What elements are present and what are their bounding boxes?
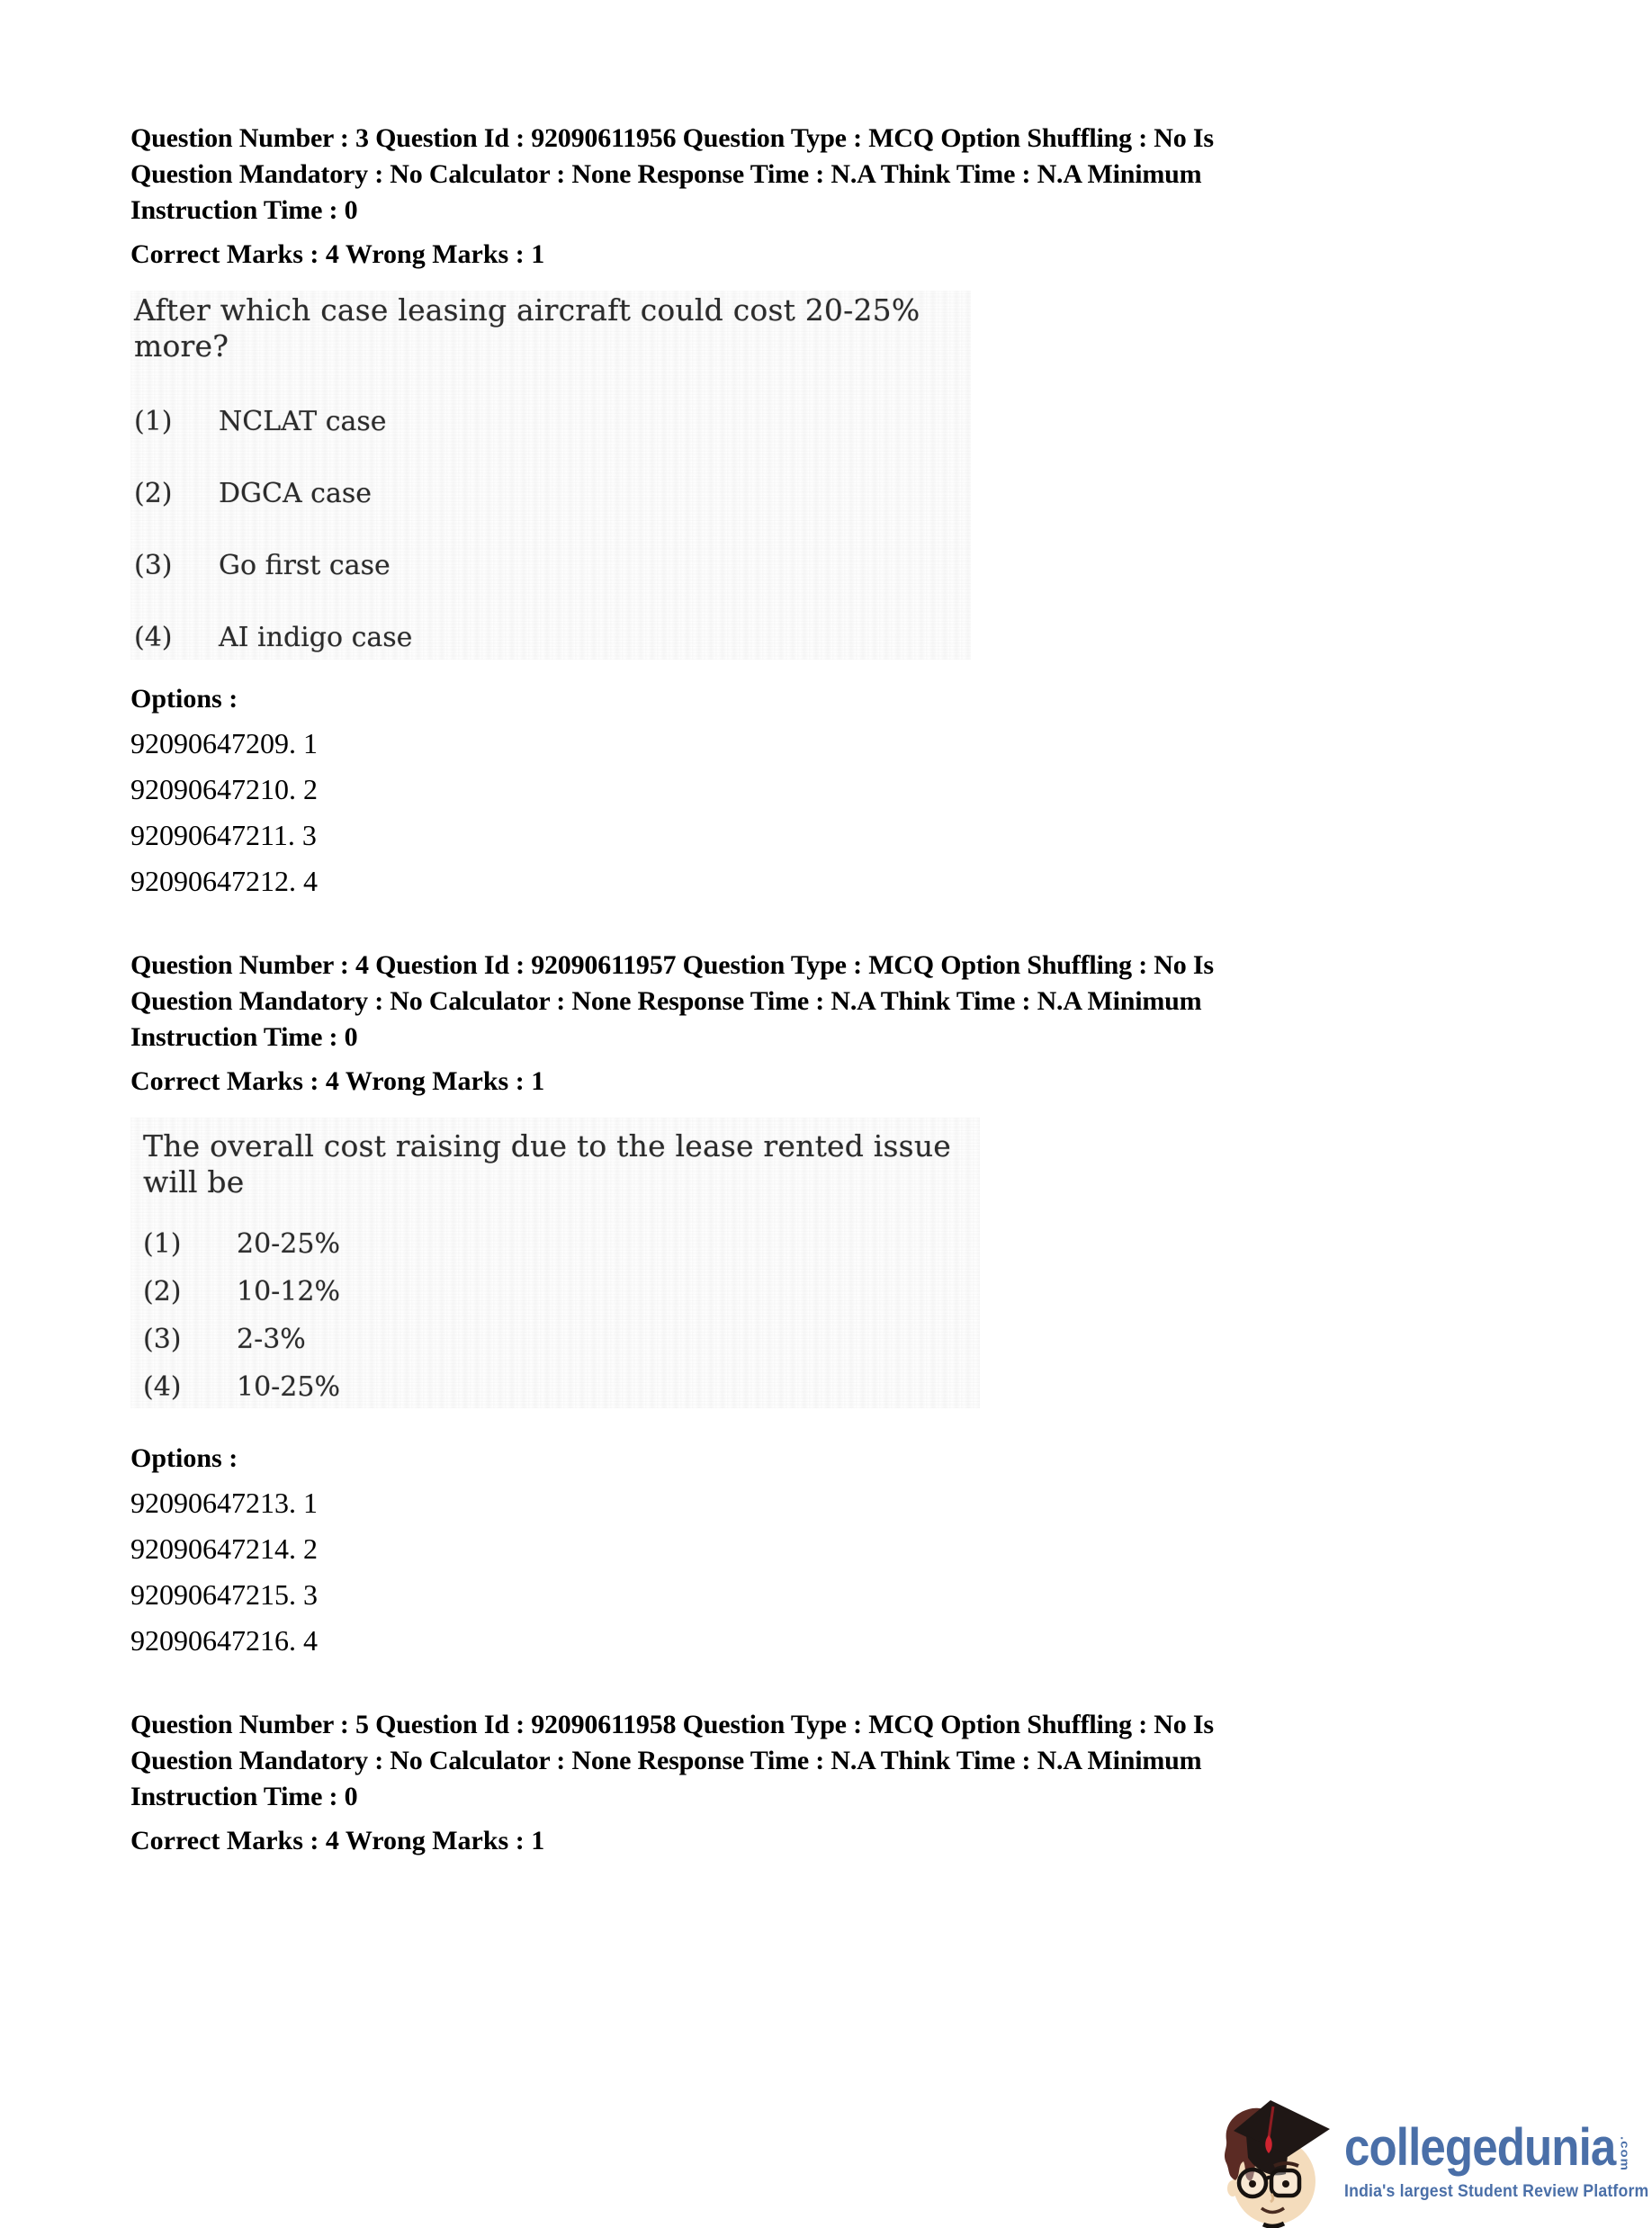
option-id-row: 92090647216. 4 — [130, 1624, 318, 1657]
choice-number: (1) — [143, 1228, 182, 1260]
question-marks: Correct Marks : 4 Wrong Marks : 1 — [130, 1826, 545, 1855]
collegedunia-logo — [1217, 2093, 1652, 2228]
logo-brand: collegedunia — [1344, 2118, 1616, 2177]
question-header-line: Question Mandatory : No Calculator : None Response Time : N.A Think Time : N.A Minimum — [130, 159, 1202, 189]
option-ids-list — [130, 1480, 1570, 1664]
choice-row — [134, 622, 971, 654]
choice-number: (3) — [134, 550, 173, 581]
choice-text: AI indigo case — [219, 622, 413, 653]
question-block — [130, 121, 1570, 904]
options-label: Options : — [130, 684, 238, 714]
choice-row — [143, 1325, 980, 1355]
question-header-line: Question Number : 3 Question Id : 92090611956 Question Type : MCQ Option Shuffling : No Is — [130, 123, 1214, 153]
question-body-image — [130, 291, 971, 660]
choice-row — [134, 478, 971, 510]
choice-number: (4) — [143, 1371, 182, 1403]
choice-row — [134, 550, 971, 582]
question-block — [130, 1707, 1570, 1859]
logo-tagline: India's largest Student Review Platform — [1344, 2182, 1649, 2201]
question-header-line: Instruction Time : 0 — [130, 1022, 358, 1052]
collegedunia-mascot-icon — [1217, 2093, 1342, 2228]
question-header — [130, 1707, 1570, 1815]
logo-brand-row — [1344, 2118, 1632, 2177]
question-header-line: Question Mandatory : No Calculator : None Response Time : N.A Think Time : N.A Minimum — [130, 986, 1202, 1016]
option-id-row: 92090647210. 2 — [130, 773, 318, 805]
questions-container — [130, 121, 1570, 1859]
options-label: Options : — [130, 1443, 238, 1473]
option-ids-list — [130, 721, 1570, 904]
question-header-line: Instruction Time : 0 — [130, 195, 358, 225]
choices-list — [143, 1229, 980, 1403]
choice-row — [143, 1229, 980, 1260]
choice-number: (3) — [143, 1324, 182, 1355]
choice-text: 20-25% — [237, 1228, 340, 1260]
question-marks: Correct Marks : 4 Wrong Marks : 1 — [130, 1066, 545, 1096]
choice-number: (1) — [134, 406, 173, 437]
option-id-row: 92090647214. 2 — [130, 1532, 318, 1565]
choice-number: (4) — [134, 622, 173, 653]
choice-text: 2-3% — [237, 1324, 306, 1355]
choice-text: NCLAT case — [219, 406, 387, 437]
option-id-row: 92090647213. 1 — [130, 1487, 318, 1519]
option-id-row: 92090647209. 1 — [130, 727, 318, 759]
choice-number: (2) — [143, 1276, 182, 1307]
question-header-line: Question Number : 5 Question Id : 92090611958 Question Type : MCQ Option Shuffling : No Is — [130, 1710, 1214, 1739]
question-header — [130, 121, 1570, 229]
choice-number: (2) — [134, 478, 173, 509]
choice-row — [134, 406, 971, 438]
choice-text: 10-12% — [237, 1276, 340, 1307]
question-text: The overall cost raising due to the lease rented issue will be — [143, 1128, 951, 1199]
choice-row — [143, 1372, 980, 1403]
choice-row — [143, 1277, 980, 1307]
question-header-line: Instruction Time : 0 — [130, 1782, 358, 1811]
option-id-row: 92090647215. 3 — [130, 1578, 318, 1611]
question-header-line: Question Mandatory : No Calculator : None Response Time : N.A Think Time : N.A Minimum — [130, 1746, 1202, 1775]
choice-text: DGCA case — [219, 478, 373, 509]
question-header — [130, 948, 1570, 1056]
question-marks: Correct Marks : 4 Wrong Marks : 1 — [130, 239, 545, 269]
choice-text: 10-25% — [237, 1371, 340, 1403]
option-id-row: 92090647211. 3 — [130, 819, 317, 851]
choice-text: Go first case — [219, 550, 391, 581]
question-body-image — [130, 1118, 980, 1408]
option-id-row: 92090647212. 4 — [130, 865, 318, 897]
question-block — [130, 948, 1570, 1664]
choices-list — [134, 406, 971, 654]
question-header-line: Question Number : 4 Question Id : 92090611957 Question Type : MCQ Option Shuffling : No Is — [130, 950, 1214, 980]
logo-tld: .com — [1618, 2135, 1632, 2171]
question-text: After which case leasing aircraft could cost 20-25% more? — [134, 292, 920, 364]
logo-text-block — [1344, 2093, 1652, 2202]
